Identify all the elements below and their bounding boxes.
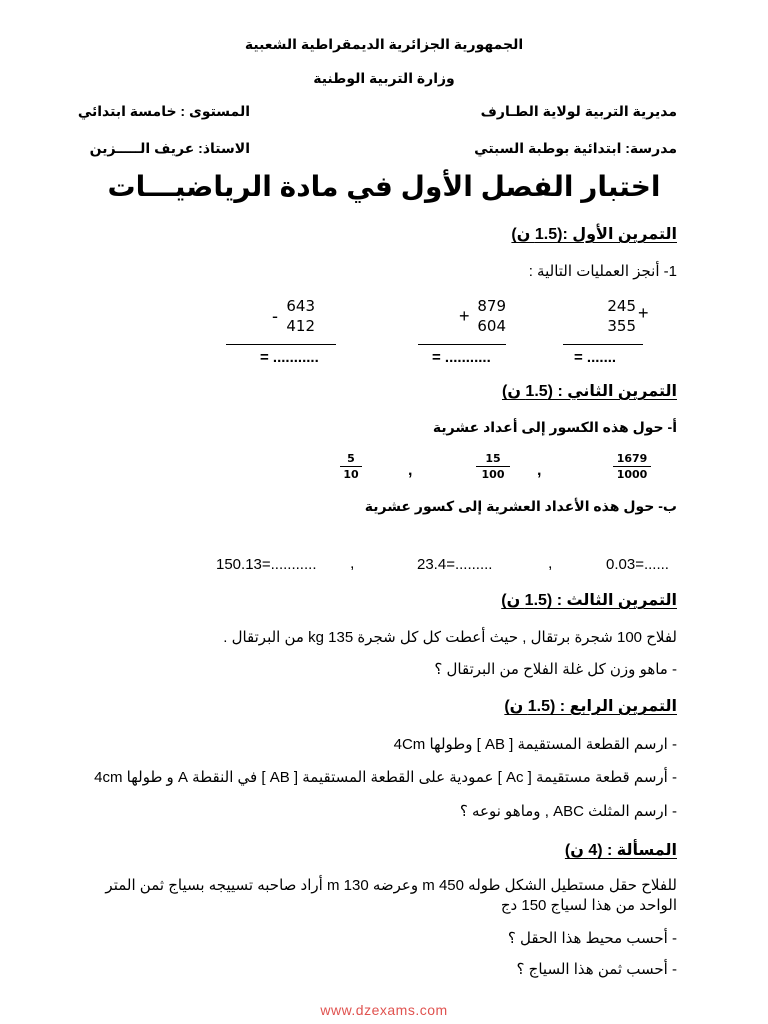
- exercise1-heading: التمرين الأول :(1.5 ن): [511, 226, 677, 243]
- directorate-label: مديرية التربية لولاية الطـارف: [480, 103, 677, 119]
- op1-bottom: 355: [607, 317, 636, 335]
- footer-watermark-link[interactable]: www.dzexams.com: [320, 1002, 448, 1018]
- op1-result: = .......: [574, 349, 617, 366]
- op2-sign: +: [459, 306, 470, 326]
- exercise4-line1: - ارسم القطعة المستقيمة [ AB ] وطولها 4Cm: [393, 736, 677, 753]
- exercise2-heading: التمرين الثاني : (1.5 ن): [501, 383, 677, 400]
- exercise1-instruction: 1- أنجز العمليات التالية :: [528, 263, 677, 280]
- op1-line: [563, 344, 643, 345]
- problem-line1: للفلاح حقل مستطيل الشكل طوله 450 m وعرضه 130 m أراد صاحبه تسييجه بسياج ثمن المتر: [105, 877, 677, 894]
- fraction-3: [340, 452, 362, 481]
- op3-bottom: 412: [286, 317, 315, 335]
- exercise4-line3: - ارسم المثلث ABC , وماهو نوعه ؟: [459, 803, 677, 820]
- op2-line: [418, 344, 506, 345]
- fraction-1: [613, 452, 651, 481]
- level-label: المستوى : خامسة ابتدائي: [77, 103, 250, 119]
- op2-result: = ...........: [432, 349, 491, 366]
- school-label: مدرسة: ابتدائية بوطبة السبتي: [474, 140, 677, 156]
- fraction-comma-2: ,: [408, 462, 413, 479]
- exercise3-line1: لفلاح 100 شجرة برتقال , حيث أعطت كل كل شجرة 135 kg من البرتقال .: [223, 629, 677, 646]
- fraction-2-denominator: 100: [476, 466, 510, 481]
- decimal-comma-1: ,: [548, 555, 553, 572]
- op1-top: 245: [607, 297, 636, 315]
- op3-sign: -: [272, 306, 278, 326]
- op3-result: = ...........: [260, 349, 319, 366]
- exercise2-part-b: ب- حول هذه الأعداد العشرية إلى كسور عشرية: [364, 498, 677, 514]
- exercise3-line2: - ماهو وزن كل غلة الفلاح من البرتقال ؟: [434, 661, 677, 678]
- op2-top: 879: [477, 297, 506, 315]
- republic-header: الجمهورية الجزائرية الديمقراطية الشعبية: [244, 36, 524, 52]
- fraction-3-numerator: 5: [347, 452, 355, 465]
- problem-question1: - أحسب محيط هذا الحقل ؟: [507, 930, 677, 947]
- fraction-1-denominator: 1000: [613, 466, 651, 481]
- fraction-3-denominator: 10: [340, 466, 362, 481]
- decimal-1: 0.03=......: [606, 556, 669, 573]
- op1-sign: +: [638, 303, 649, 323]
- problem-heading: المسألة : (4 ن): [564, 842, 677, 859]
- fraction-2: [476, 452, 510, 481]
- fraction-2-numerator: 15: [485, 452, 501, 465]
- exercise3-heading: التمرين الثالث : (1.5 ن): [501, 592, 677, 609]
- op3-line: [226, 344, 336, 345]
- teacher-label: الاستاذ: عريف الـــــزين: [89, 140, 250, 156]
- exercise2-part-a: أ- حول هذه الكسور إلى أعداد عشرية: [432, 419, 677, 435]
- decimal-comma-2: ,: [350, 555, 355, 572]
- exam-title: اختبار الفصل الأول في مادة الرياضيـــات: [107, 171, 661, 202]
- decimal-3: 150.13=...........: [216, 556, 317, 573]
- decimal-2: 23.4=.........: [417, 556, 493, 573]
- problem-question2: - أحسب ثمن هذا السياج ؟: [516, 961, 677, 978]
- ministry-header: وزارة التربية الوطنية: [313, 70, 455, 86]
- fraction-comma-1: ,: [537, 462, 542, 479]
- fraction-1-numerator: 1679: [616, 452, 648, 465]
- problem-line2: الواحد من هذا لسياج 150 دج: [500, 897, 677, 914]
- op3-top: 643: [286, 297, 315, 315]
- op2-bottom: 604: [477, 317, 506, 335]
- exercise4-heading: التمرين الرابع : (1.5 ن): [504, 698, 677, 715]
- exercise4-line2: - أرسم قطعة مستقيمة [ Ac ] عمودية على القطعة المستقيمة [ AB ] في النقطة A و طولها 4cm: [94, 769, 677, 786]
